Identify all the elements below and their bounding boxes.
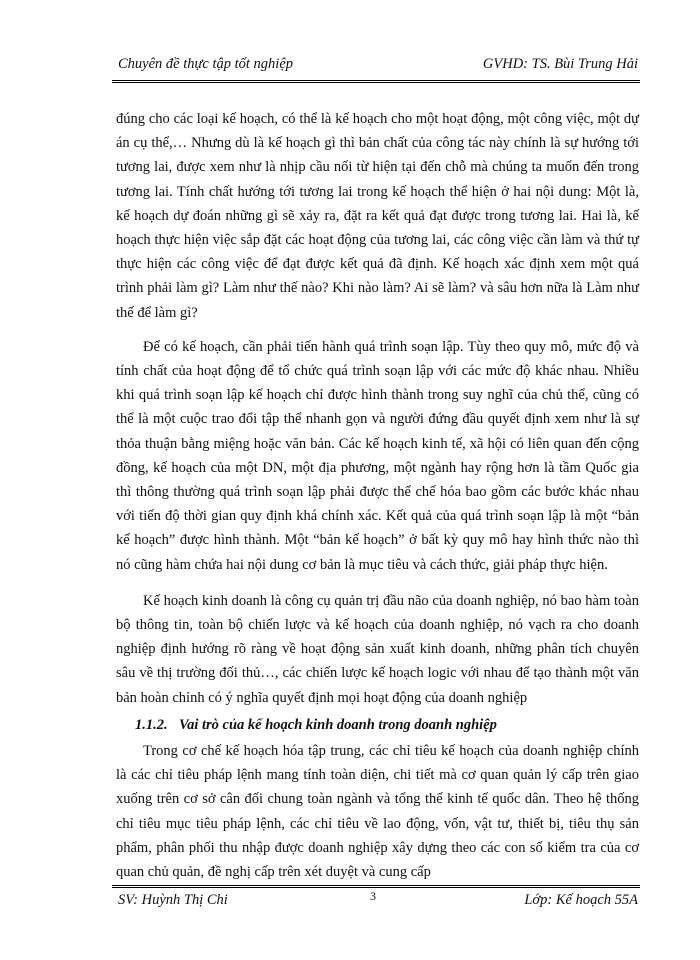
- paragraph-2: Để có kế hoạch, cần phải tiến hành quá trình soạn lập. Tùy theo quy mô, mức độ và tính chất của hoạt động để tổ chức quá trình soạn lập với các mức độ khác nhau. Nhiều khi quá trình soạn lập kế hoạch chỉ được hình thành trong suy nghĩ của chủ thể, cũng có thể là một cuộc trao đổi tập thể nhanh gọn và người đứng đầu quyết định xem như là sự thỏa thuận bằng miệng hoặc văn bản. Các kế hoạch kinh tế, xã hội có liên quan đến cộng đồng, kế hoạch của một DN, một địa phương, một ngành hay rộng hơn là tầm Quốc gia thì thông thường quá trình soạn lập phải được thể chế hóa bao gồm các bước khác nhau với tiến độ thời gian quy định khá chính xác. Kết quả của quá trình soạn lập là một “bản kế hoạch” được hình thành. Một “bản kế hoạch” ở bất kỳ quy mô hay hình thức nào thì nó cũng hàm chứa hai nội dung cơ bản là mục tiêu và cách thức, giải pháp thực hiện.: [116, 338, 639, 573]
- header-title: Chuyên đề thực tập tốt nghiệp: [118, 56, 294, 72]
- footer-class: Lớp: Kế hoạch 55A: [524, 892, 638, 908]
- paragraph-4: Trong cơ chế kế hoạch hóa tập trung, các chỉ tiêu kế hoạch của doanh nghiệp chính là các chỉ tiêu pháp lệnh mang tính toàn diện, chi tiết mà cơ quan quản lý cấp trên giao xuống trên cơ sở cân đối chung toàn ngành và tổng thể kinh tế quốc dân. Theo hệ thống chỉ tiêu mục tiêu pháp lệnh, các chỉ tiêu về lao động, vốn, vật tư, thiết bị, tiêu thụ sản phẩm, phân phối thu nhập được doanh nghiệp xây dựng theo các con số kiểm tra của cơ quan chủ quản, đề nghị cấp trên xét duyệt và cung cấp: [116, 743, 639, 881]
- document-body: [116, 107, 639, 884]
- paragraph-3: Kế hoạch kinh doanh là công cụ quản trị đầu não của doanh nghiệp, nó bao hàm toàn bộ thông tin, toàn bộ chiến lược và kế hoạch của doanh nghiệp, nó vạch ra cho doanh nghiệp định hướng rõ ràng về hoạt động sản xuất kinh doanh, những phân tích chuyên sâu về thị trường đối thủ…, các chiến lược kế hoạch logic với nhau để tạo thành một văn bản hoàn chỉnh có ý nghĩa quyết định mọi hoạt động của doanh nghiệp: [116, 592, 639, 706]
- header-advisor: GVHD: TS. Bùi Trung Hải: [482, 56, 638, 72]
- section-heading: [135, 713, 639, 737]
- footer-rule: [112, 885, 640, 888]
- section-heading-number: 1.1.2.: [135, 716, 168, 733]
- paragraph-1: đúng cho các loại kế hoạch, có thể là kế hoạch cho một hoạt động, một công việc, một dự án cụ thể,… Nhưng dù là kế hoạch gì thì bản chất của công tác này chính là sự hướng tới tương lai, được xem như là nhịp cầu nối từ hiện tại đến chỗ mà chúng ta muốn đến trong tương lai. Tính chất hướng tới tương lai trong kế hoạch thể hiện ở hai nội dung: Một là, kế hoạch dự đoán những gì sẽ xảy ra, đặt ra kết quả đạt được trong tương lai. Hai là, kế hoạch thực hiện việc sắp đặt các hoạt động của tương lai, các công việc cần làm và thứ tự thực hiện các công việc để đạt được kết quả đã định. Kế hoạch xác định xem một quá trình phải làm gì? Làm như thế nào? Khi nào làm? Ai sẽ làm? và sâu hơn nữa là Làm như thế để làm gì?: [116, 111, 639, 321]
- footer-student: SV: Huỳnh Thị Chi: [118, 892, 228, 908]
- page-number: 3: [370, 889, 376, 903]
- section-heading-text: Vai trò của kế hoạch kinh doanh trong doanh nghiệp: [179, 716, 497, 733]
- header-rule: [112, 80, 640, 83]
